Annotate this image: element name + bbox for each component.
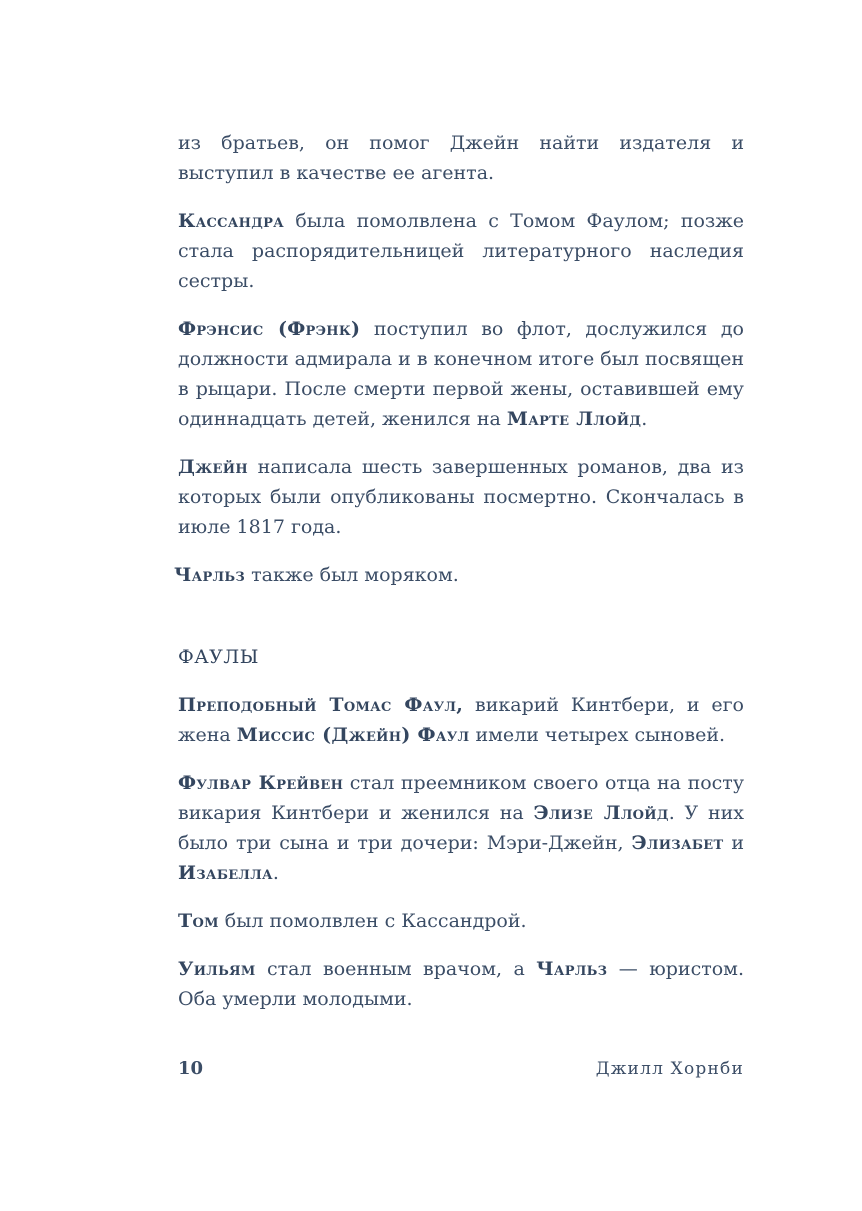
paragraph-text: стал преемником своего отца на посту викария Кинтбери и женился на [178, 772, 745, 824]
paragraph-francis [178, 314, 744, 434]
paragraph-text: поступил во флот, дослужился до должности адмирала и в конечном итоге был посвящен в рыцари. После смерти первой жены, оставившей ему одиннадцать детей, женился на [178, 318, 744, 430]
paragraph-text: . [641, 408, 648, 430]
person-name-tom: Том [178, 910, 219, 932]
section-title-fowles: ФАУЛЫ [178, 646, 259, 668]
person-name-elizabeth: Элизабет [631, 832, 724, 854]
page-body [174, 128, 745, 1032]
paragraph-text: имели четырех сыновей. [469, 724, 726, 746]
person-name-thomas-fowle: Преподобный Томас Фаул, [178, 694, 464, 716]
person-name-francis: Фрэнсис (Фрэнк) [178, 318, 361, 340]
paragraph-text: был помолвлен с Кассандрой. [218, 910, 527, 932]
paragraph-tom [178, 906, 744, 936]
paragraph-text: была помолвлена с Томом Фаулом; позже стала распорядительницей литературного наследия сестры. [178, 210, 744, 292]
paragraph-charles [174, 560, 744, 590]
person-name-william: Уильям [178, 958, 256, 980]
person-name-jane: Джейн [178, 456, 248, 478]
person-name-isabella: Изабелла [178, 862, 273, 884]
person-name-charles-fowle: Чарльз [536, 958, 608, 980]
paragraph-brothers-continued [178, 128, 744, 188]
person-name-mrs-jane-fowle: Миссис (Джейн) Фаул [236, 724, 470, 746]
page-number: 10 [178, 1058, 204, 1079]
paragraph-text: . У них было три сына и три дочери: Мэри-Джейн, [178, 802, 744, 854]
person-name-charles: Чарльз [174, 564, 246, 586]
paragraph-cassandra [178, 206, 744, 296]
paragraph-text: написала шесть завершенных романов, два из которых были опубликованы посмертно. Скончалась в июле 1817 года. [178, 456, 744, 538]
paragraph-rev-thomas-fowle [178, 690, 744, 750]
person-name-fulwar-craven: Фулвар Крейвен [178, 772, 344, 794]
person-name-cassandra: Кассандра [178, 210, 285, 232]
paragraph-text: викарий Кинтбери, и его жена [178, 694, 744, 746]
person-name-eliza-lloyd: Элизе Ллойд [533, 802, 669, 824]
paragraph-jane [178, 452, 744, 542]
paragraph-text: и [723, 832, 744, 854]
page-footer [178, 1054, 744, 1084]
person-name-martha-lloyd: Марте Ллойд [506, 408, 642, 430]
running-head-author: Джилл Хорнби [595, 1059, 744, 1079]
paragraph-text: стал военным врачом, а [255, 958, 537, 980]
paragraph-fulwar-craven [178, 768, 744, 888]
paragraph-text: . [272, 862, 279, 884]
paragraph-text: из братьев, он помог Джейн найти издателя и выступил в качестве ее агента. [178, 132, 744, 184]
paragraph-william [178, 954, 744, 1014]
paragraph-text: — юристом. Оба умерли молодыми. [178, 958, 744, 1010]
paragraph-text: также был моряком. [245, 564, 459, 586]
